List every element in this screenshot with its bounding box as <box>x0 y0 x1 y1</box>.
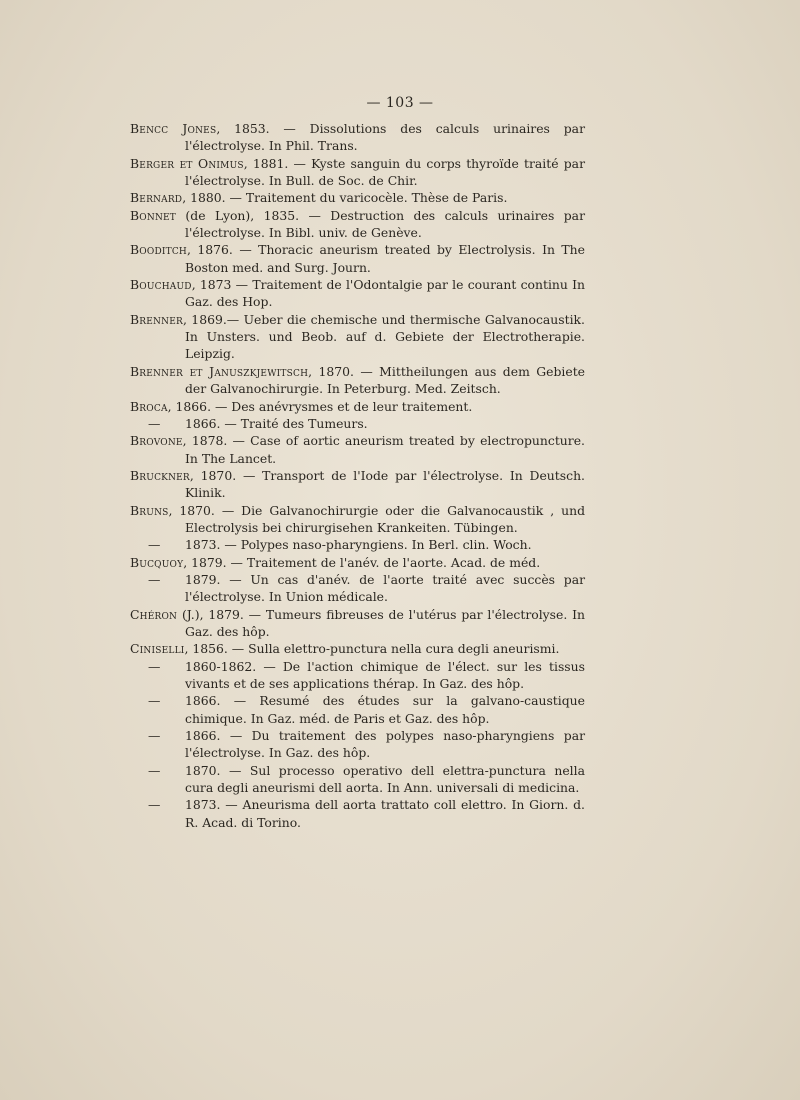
page-number: — 103 — <box>366 95 434 111</box>
ditto-dash: — <box>148 728 161 744</box>
entry-text: , 1870. — Mittheilungen aus dem Gebiete der Galvanochirurgie. In Peterburg. Med. Zeitsch. <box>185 363 586 397</box>
entry-text: , 1866. — Des anévrysmes et de leur traitement. <box>167 398 473 414</box>
entry-author: Bruckner <box>130 467 190 483</box>
bibliography-entry <box>130 311 585 363</box>
bibliography-entry <box>130 606 585 641</box>
bibliography-entry <box>130 120 585 155</box>
bibliography-entry <box>130 398 585 415</box>
bibliography-entry <box>130 415 585 432</box>
entry-author: Broca <box>130 398 168 414</box>
entry-text: 1866. — Du traitement des polypes naso-pharyngiens par l'électrolyse. In Gaz. des hôp. <box>185 728 585 761</box>
bibliography-list <box>130 120 585 831</box>
entry-text: 1873. — Aneurisma dell aorta trattato coll elettro. In Giorn. d. R. Acad. di Torino. <box>185 797 585 830</box>
entry-author: Bencc Jones <box>130 121 217 136</box>
bibliography-entry <box>130 640 585 657</box>
entry-text: , 1870. — Die Galvanochirurgie oder die Galvanocaustik , und Electrolysis bei chirurgisehen Krankeiten. Tübingen. <box>168 502 585 535</box>
entry-text: (J.), 1879. — Tumeurs fibreuses de l'utérus par l'électrolyse. In Gaz. des hôp. <box>177 606 585 639</box>
entry-text: , 1881. — Kyste sanguin du corps thyroïde traité par l'électrolyse. In Bull. de Soc. de Chir. <box>185 155 585 189</box>
entry-text: 1866. — Traité des Tumeurs. <box>185 415 368 431</box>
entry-author: Berger et Onimus <box>130 155 244 171</box>
bibliography-entry <box>130 692 585 727</box>
bibliography-entry <box>130 189 585 206</box>
entry-text: , 1869.— Ueber die chemische und thermische Galvanocaustik. In Unsters. und Beob. auf d. Gebiete der Electrotherapie. Leipzig. <box>182 311 585 362</box>
bibliography-entry <box>130 762 585 797</box>
ditto-dash: — <box>148 797 161 813</box>
entry-text: , 1876. — Thoracic aneurism treated by Electrolysis. In The Boston med. and Surg. Journ. <box>185 242 585 275</box>
bibliography-entry <box>130 502 585 537</box>
entry-text: 1873. — Polypes naso-pharyngiens. In Berl. clin. Woch. <box>185 537 532 553</box>
bibliography-entry <box>130 241 585 276</box>
entry-author: Ciniselli <box>130 641 185 657</box>
entry-text: , 1879. — Traitement de l'anév. de l'aorte. Acad. de méd. <box>183 554 541 570</box>
entry-text: , 1870. — Transport de l'Iode par l'électrolyse. In Deutsch. Klinik. <box>185 467 585 501</box>
entry-text: 1879. — Un cas d'anév. de l'aorte traité avec succès par l'électrolyse. In Union médicale. <box>185 571 585 605</box>
entry-text: , 1880. — Traitement du varicocèle. Thèse de Paris. <box>182 190 508 206</box>
bibliography-entry <box>130 276 585 311</box>
bibliography-entry <box>130 363 585 398</box>
entry-author: Booditch <box>130 242 187 258</box>
bibliography-entry <box>130 432 585 467</box>
entry-text: , 1873 — Traitement de l'Odontalgie par le courant continu In Gaz. des Hop. <box>185 277 585 310</box>
ditto-dash: — <box>148 658 161 674</box>
bibliography-entry <box>130 658 585 693</box>
entry-author: Brenner <box>130 311 183 327</box>
bibliography-entry <box>130 571 585 606</box>
entry-author: Bouchaud <box>130 277 192 293</box>
entry-author: Bernard <box>130 190 183 206</box>
entry-text: , 1856. — Sulla elettro-punctura nella cura degli aneurismi. <box>184 641 560 657</box>
ditto-dash: — <box>148 537 161 553</box>
entry-text: 1866. — Resumé des études sur la galvano-caustique chimique. In Gaz. méd. de Paris et Gaz. des hôp. <box>185 693 585 726</box>
entry-author: Bonnet <box>130 207 177 223</box>
bibliography-entry <box>130 155 585 190</box>
bibliography-entry <box>130 796 585 831</box>
entry-author: Brenner et Januszkjewitsch <box>130 363 309 379</box>
bibliography-entry <box>130 467 585 502</box>
entry-text: , 1878. — Case of aortic aneurism treated by electropuncture. In The Lancet. <box>182 433 585 466</box>
ditto-dash: — <box>148 693 161 709</box>
ditto-dash: — <box>148 415 161 431</box>
entry-text: 1860-1862. — De l'action chimique de l'élect. sur les tissus vivants et de ses applications thérap. In Gaz. des hôp. <box>185 658 585 691</box>
ditto-dash: — <box>148 571 161 587</box>
bibliography-entry <box>130 727 585 762</box>
bibliography-entry <box>130 554 585 571</box>
entry-author: Bucquoy <box>130 554 184 570</box>
entry-text: , 1853. — Dissolutions des calculs urinaires par l'électrolyse. In Phil. Trans. <box>185 121 585 154</box>
bibliography-entry <box>130 536 585 553</box>
entry-text: (de Lyon), 1835. — Destruction des calculs urinaires par l'électrolyse. In Bibl. univ. de Genève. <box>176 207 585 241</box>
entry-author: Chéron <box>130 606 178 622</box>
bibliography-entry <box>130 207 585 242</box>
entry-author: Bruns <box>130 502 169 518</box>
entry-text: 1870. — Sul processo operativo dell elettra-punctura nella cura degli aneurismi dell aorta. In Ann. universali di medicina. <box>185 762 585 796</box>
entry-author: Brovone <box>130 433 183 449</box>
ditto-dash: — <box>148 762 161 778</box>
